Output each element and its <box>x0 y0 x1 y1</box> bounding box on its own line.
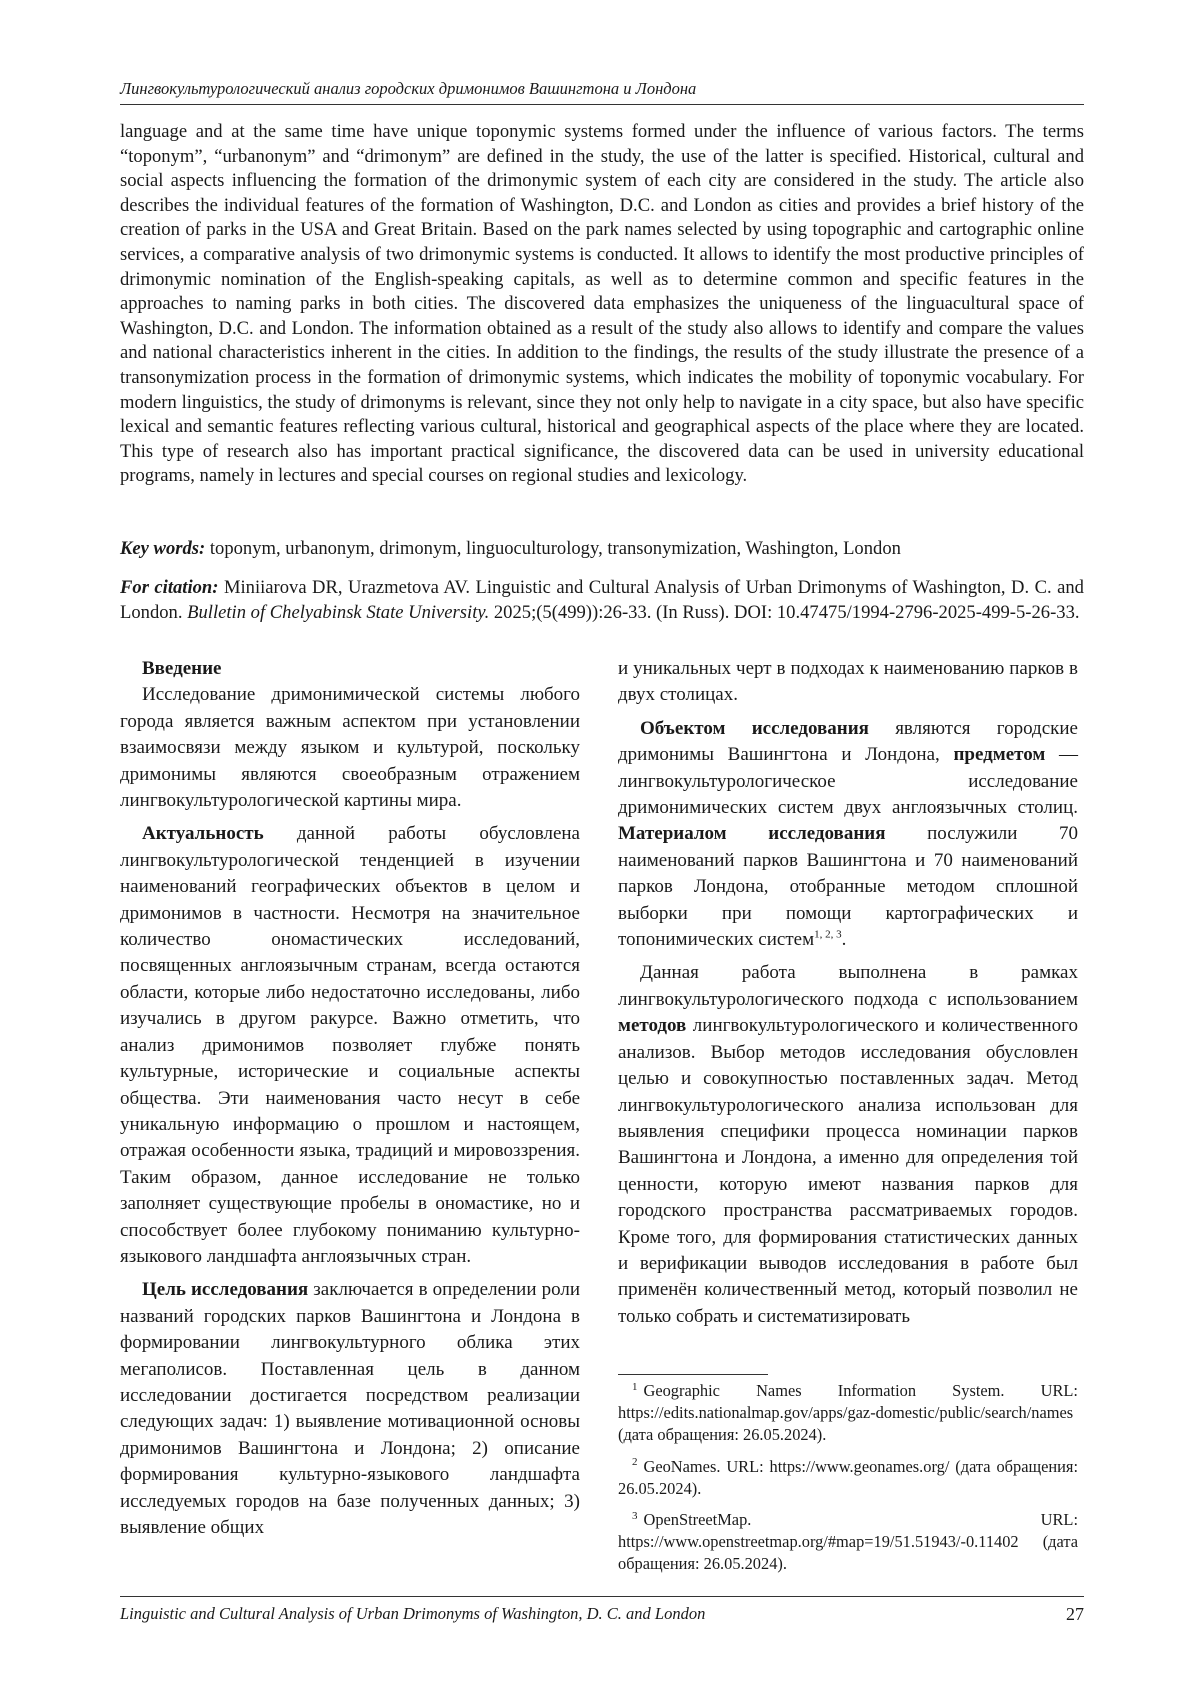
footer-title: Linguistic and Cultural Analysis of Urban Drimonyms of Washington, D. C. and London <box>120 1604 706 1623</box>
term-material: Материалом исследования <box>618 823 886 845</box>
footnote-divider <box>618 1374 768 1375</box>
abstract-text: language and at the same time have unique toponymic systems formed under the influence of various factors. The terms “toponym”, “urbanonym” and “drimonym” are defined in the study, the use of the latter is specified. Historical, cultural and social aspects influencing the formation of the drimonymic system of each city are considered in the study. The article also describes the individual features of the formation of Washington, D.C. and London as cities and provides a brief history of the creation of parks in the USA and Great Britain. Based on the park names selected by using topographic and cartographic online services, a comparative analysis of two drimonymic systems is conducted. It allows to identify the most productive principles of drimonymic nomination of the English-speaking capitals, as well as to determine common and specific features in the approaches to naming parks in both cities. The discovered data emphasizes the uniqueness of the linguacultural space of Washington, D.C. and London. The information obtained as a result of the study also allows to identify and compare the values and national characteristics inherent in the cities. In addition to the findings, the results of the study illustrate the presence of a transonymization process in the formation of drimonymic systems, which indicates the mobility of toponymic vocabulary. For modern linguistics, the study of drimonyms is relevant, since they not only help to navigate in a city space, but also have specific lexical and semantic features reflecting various cultural, historical and geographical aspects of the place where they are located. This type of research also has important practical significance, the discovered data can be used in university educational programs, namely in lectures and special courses on regional studies and lexicology. <box>120 121 1084 487</box>
term-goal: Цель исследования <box>142 1279 309 1301</box>
keywords-label: Key words: <box>120 538 206 559</box>
right-column <box>618 656 1078 1337</box>
paragraph-object: Объектом исследования являются городские дримонимы Вашингтона и Лондона, предметом — лингвокультурологическое исследование дримонимических систем двух англоязычных столиц. Материалом исследования послужили 70 наименований парков Вашингтона и 70 наименований парков Лондона, отобранные методом сплошной выборки при помощи картографических и топонимических систем$^{1, 2, 3}$. <box>618 717 1079 951</box>
term-relevance: Актуальность <box>142 823 264 845</box>
citation-label: For citation: <box>120 577 219 598</box>
term-object: Объектом исследования <box>640 717 869 739</box>
footnote: $^1$ Geographic Names Information System. URL: https://edits.nationalmap.gov/apps/gaz-domestic/public/search/names (дата обращения: 26.05.2024). <box>618 1380 1078 1445</box>
footnotes <box>618 1380 1078 1585</box>
page-footer <box>120 1596 1084 1625</box>
citation <box>120 576 1084 625</box>
term-subject: предметом <box>953 744 1046 766</box>
section-heading-introduction: Введение <box>142 658 222 679</box>
paragraph-goal: Цель исследования заключается в определении роли названий городских парков Вашингтона и Лондона в формировании лингвокультурного облика этих мегаполисов. Поставленная цель в данном исследовании достигается посредством реализации следующих задач: 1) выявление мотивационной основы дримонимов Вашингтона и Лондона; 2) описание формирования культурно-языкового ландшафта исследуемых городов на базе полученных данных; 3) выявление общих <box>120 1279 580 1538</box>
paragraph-continued: и уникальных черт в подходах к наименованию парков в двух столицах. <box>618 658 1078 706</box>
keywords-text: toponym, urbanonym, drimonym, linguoculturology, transonymization, Washington, London <box>205 538 901 559</box>
left-column <box>120 656 580 1548</box>
keywords <box>120 537 1084 562</box>
paragraph-intro: Исследование дримонимической системы любого города является важным аспектом при установлении взаимосвязи между языком и культурой, поскольку дримонимы являются своеобразным отражением лингвокультурологической картины мира. <box>120 684 580 812</box>
paragraph-methods: Данная работа выполнена в рамках лингвокультурологического подхода с использованием методов лингвокультурологического и количественного анализов. Выбор методов исследования обусловлен целью и совокупностью поставленных задач. Метод лингвокультурологического анализа использован для выявления специфики процесса номинации парков Вашингтона и Лондона, а именно для определения той ценности, которую имеют названия парков для городского пространства рассматриваемых городов. Кроме того, для формирования статистических данных и верификации выводов исследования в работе был применён количественный метод, который позволил не только собрать и систематизировать <box>618 962 1078 1327</box>
running-header <box>120 78 1084 105</box>
footnote: $^2$ GeoNames. URL: https://www.geonames.org/ (дата обращения: 26.05.2024). <box>618 1456 1078 1498</box>
citation-details: 2025;(5(499)):26-33. (In Russ). DOI: 10.47475/1994-2796-2025-499-5-26-33. <box>489 601 1080 623</box>
term-methods: методов <box>618 1015 687 1037</box>
footnote-refs[interactable]: 1, 2, 3 <box>814 928 842 941</box>
page-number: 27 <box>1066 1604 1084 1624</box>
citation-authors-title: Miniiarova DR, Urazmetova AV. Linguistic and Cultural Analysis of Urban Drimonyms of Washington, D. C. and London. <box>120 577 1084 623</box>
paragraph-relevance: Актуальность данной работы обусловлена лингвокультурологической тенденцией в изучении наименований географических объектов в целом и дримонимов в частности. Несмотря на значительное количество ономастических исследований, посвященных англоязычным странам, всегда остаются области, которые либо недостаточно исследованы, либо изучались в другом ракурсе. Важно отметить, что анализ дримонимов позволяет глубже понять культурные, исторические и социальные аспекты общества. Эти наименования часто несут в себе уникальную информацию о прошлом и настоящем, отражая особенности языка, традиций и мировоззрения. Таким образом, данное исследование не только заполняет существующие пробелы в ономастике, но и способствует более глубокому пониманию культурно-языкового ландшафта англоязычных стран. <box>120 823 580 1267</box>
running-title: Лингвокультурологический анализ городских дримонимов Вашингтона и Лондона <box>120 79 697 98</box>
citation-journal: Bulletin of Chelyabinsk State University. <box>187 601 490 623</box>
footnote: $^3$ OpenStreetMap. URL: https://www.openstreetmap.org/#map=19/51.51943/-0.11402 (дата обращения: 26.05.2024). <box>618 1509 1078 1574</box>
